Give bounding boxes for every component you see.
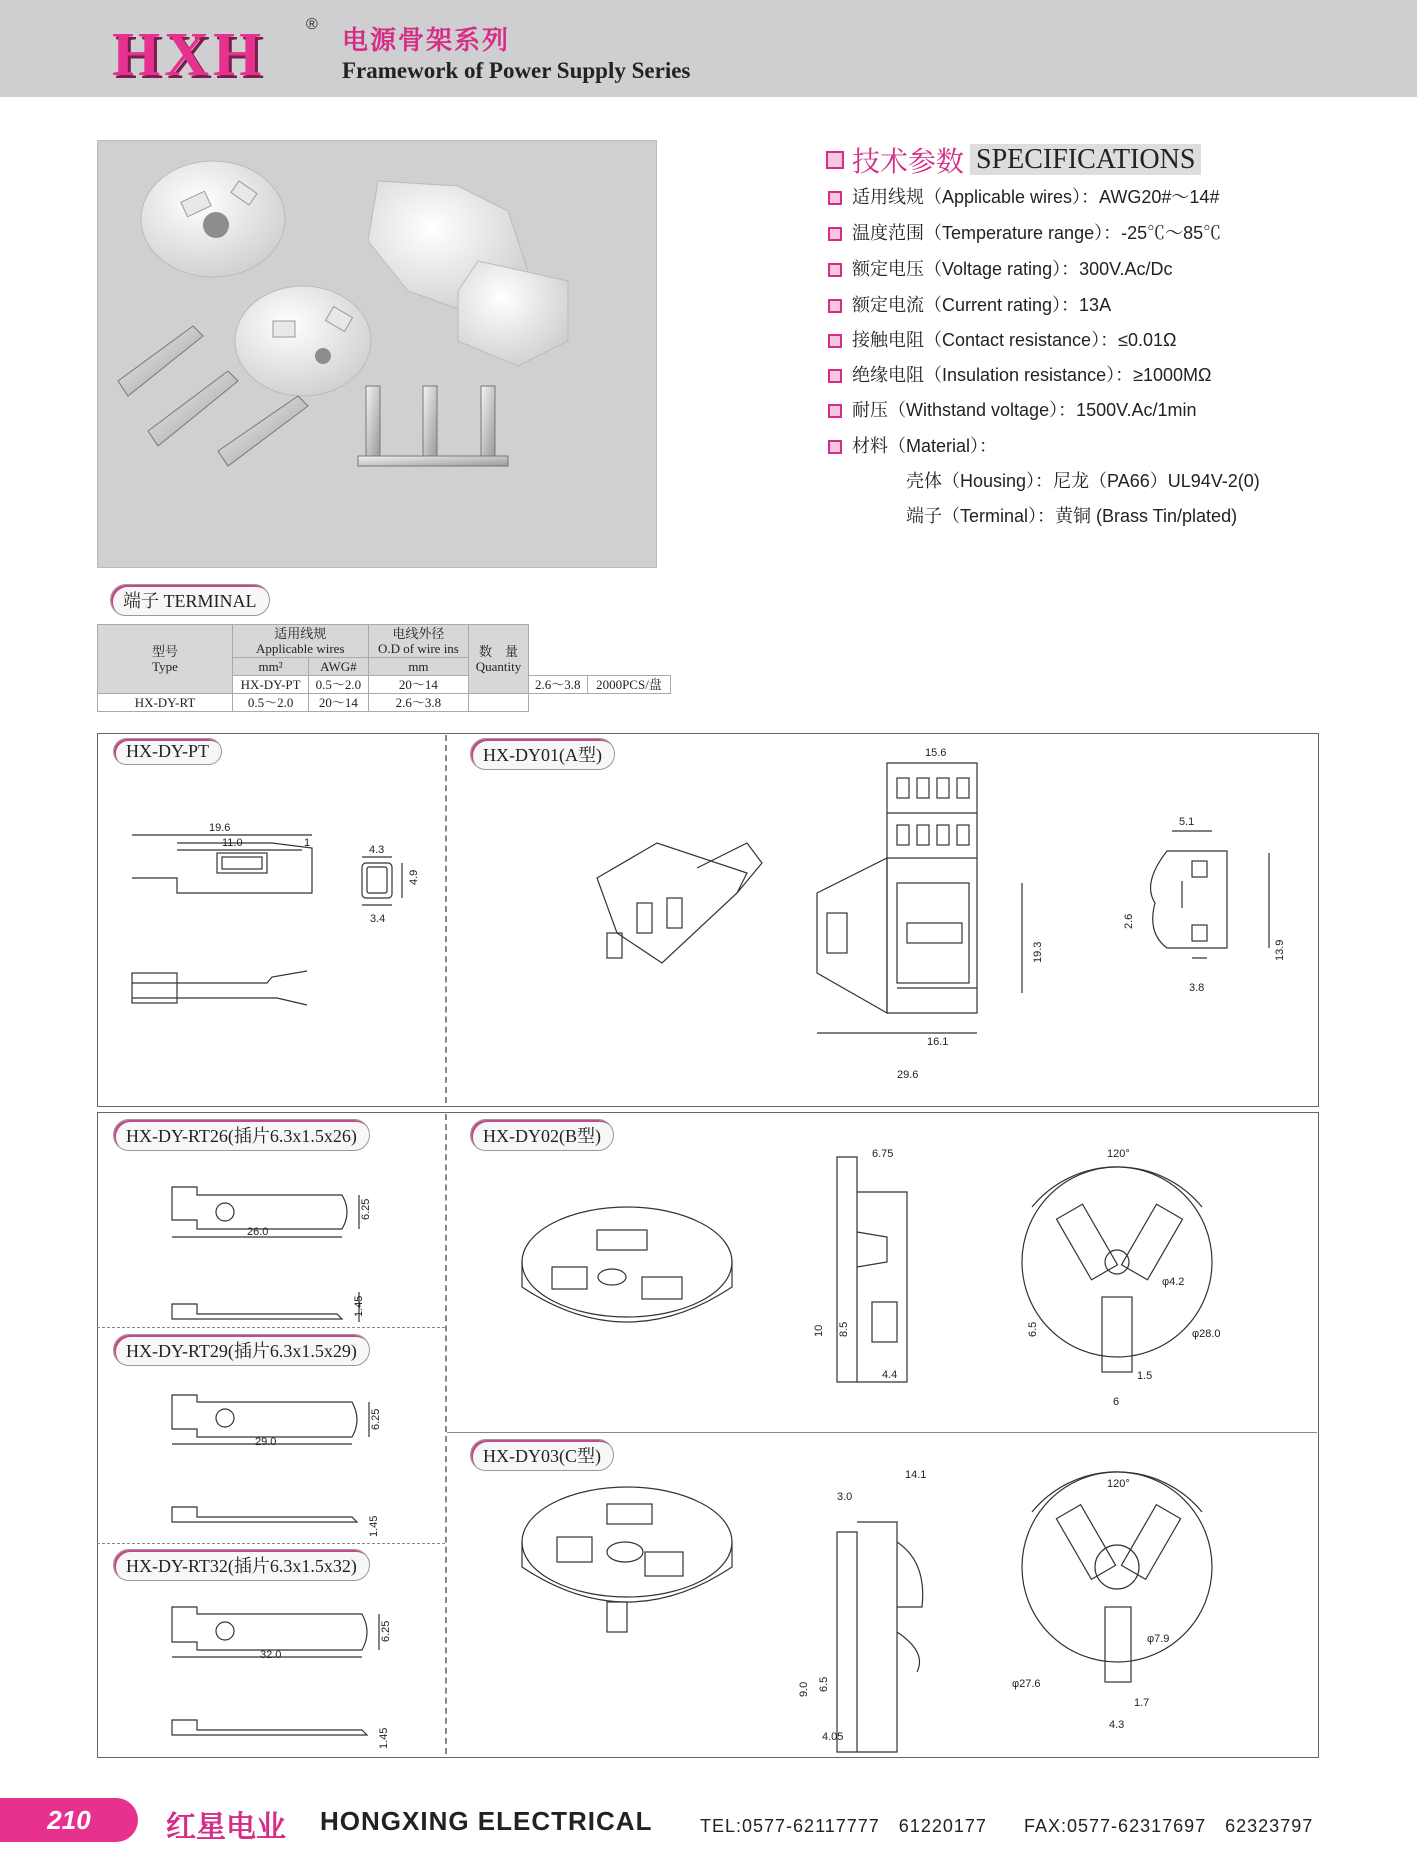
square-bullet-icon xyxy=(828,263,842,277)
svg-text:6.25: 6.25 xyxy=(380,1620,392,1642)
spec-row xyxy=(828,432,997,458)
svg-text:15.6: 15.6 xyxy=(925,747,947,759)
table-row: HX-DY-RT 0.5～2.0 20～14 2.6～3.8 xyxy=(98,694,671,712)
svg-text:16.1: 16.1 xyxy=(927,1036,949,1048)
drawing-label-rt26: HX-DY-RT26(插片6.3x1.5x26) xyxy=(113,1119,370,1151)
svg-text:8.5: 8.5 xyxy=(838,1321,850,1337)
svg-text:19.3: 19.3 xyxy=(1032,941,1044,963)
spec-row xyxy=(828,255,1172,281)
svg-text:26.0: 26.0 xyxy=(247,1226,269,1238)
svg-text:4.9: 4.9 xyxy=(408,869,420,885)
square-bullet-icon xyxy=(828,299,842,313)
brand-name-cn: 红星电业 xyxy=(166,1811,286,1844)
svg-text:19.6: 19.6 xyxy=(209,822,231,834)
svg-text:4.3: 4.3 xyxy=(369,844,385,856)
svg-text:11.0: 11.0 xyxy=(222,837,243,849)
svg-text:10: 10 xyxy=(813,1324,825,1337)
spec-row xyxy=(828,183,1219,209)
th-mm: mm xyxy=(368,658,469,676)
svg-text:6.25: 6.25 xyxy=(370,1408,382,1430)
svg-text:32.0: 32.0 xyxy=(260,1649,282,1661)
spec-material-terminal: 端子（Terminal）：黄铜 (Brass Tin/plated) xyxy=(906,506,1238,526)
th-od: 电线外径 O.D of wire ins xyxy=(368,625,469,658)
drawing-label-rt32: HX-DY-RT32(插片6.3x1.5x32) xyxy=(113,1549,370,1581)
svg-text:29.6: 29.6 xyxy=(897,1069,919,1081)
spec-row xyxy=(828,361,1211,387)
svg-text:φ4.2: φ4.2 xyxy=(1162,1276,1185,1288)
spec-text: 耐压（Withstand voltage）：1500V.Ac/1min xyxy=(852,400,1197,420)
svg-text:3.0: 3.0 xyxy=(837,1491,853,1503)
svg-text:1.7: 1.7 xyxy=(1134,1697,1150,1709)
square-bullet-icon xyxy=(828,191,842,205)
svg-text:1.45: 1.45 xyxy=(353,1295,365,1317)
th-mm2: mm² xyxy=(233,658,309,676)
telephone: TEL:0577-62117777 61220177 xyxy=(700,1816,987,1836)
registered-mark: ® xyxy=(306,16,318,33)
spec-text: 绝缘电阻（Insulation resistance）：≥1000MΩ xyxy=(852,365,1212,385)
spec-row xyxy=(828,291,1111,317)
svg-text:13.9: 13.9 xyxy=(1274,939,1286,961)
product-photo-illustration xyxy=(98,141,656,567)
square-bullet-icon xyxy=(828,404,842,418)
specifications-heading xyxy=(826,140,1201,180)
spec-text: 温度范围（Temperature range）：-25℃～85℃ xyxy=(852,223,1222,243)
drawing-label-dy03: HX-DY03(C型) xyxy=(470,1439,614,1471)
drawing-top-svg xyxy=(97,733,1317,1105)
terminal-label: 端子 TERMINAL xyxy=(110,584,270,616)
svg-text:6.25: 6.25 xyxy=(360,1198,372,1220)
th-wires: 适用线规 Applicable wires xyxy=(233,625,369,658)
svg-text:6: 6 xyxy=(1113,1396,1120,1408)
svg-text:29.0: 29.0 xyxy=(255,1436,277,1448)
svg-text:3.4: 3.4 xyxy=(370,913,386,925)
svg-text:φ28.0: φ28.0 xyxy=(1192,1328,1221,1340)
spec-text: 材料（Material）： xyxy=(852,436,998,456)
series-title-cn: 电源骨架系列 xyxy=(342,25,511,55)
svg-text:5.1: 5.1 xyxy=(1179,816,1195,828)
svg-text:1.45: 1.45 xyxy=(378,1727,390,1749)
svg-text:4.3: 4.3 xyxy=(1109,1719,1125,1731)
svg-text:1: 1 xyxy=(304,837,311,849)
svg-text:1.5: 1.5 xyxy=(1137,1370,1153,1382)
th-qty: 数 量 Quantity xyxy=(469,625,528,694)
spec-row xyxy=(828,219,1221,245)
drawing-bottom-svg xyxy=(97,1112,1317,1756)
spec-text: 额定电流（Current rating）：13A xyxy=(852,295,1112,315)
drawing-label-pt: HX-DY-PT xyxy=(113,738,222,765)
svg-text:6.75: 6.75 xyxy=(872,1148,894,1160)
svg-text:1.45: 1.45 xyxy=(368,1515,380,1537)
spec-row xyxy=(828,326,1176,352)
specs-title-cn: 技术参数 xyxy=(852,146,965,177)
svg-text:4.4: 4.4 xyxy=(882,1369,898,1381)
svg-text:φ27.6: φ27.6 xyxy=(1012,1678,1041,1690)
svg-text:6.5: 6.5 xyxy=(818,1676,830,1692)
spec-row xyxy=(828,396,1197,422)
page-number: 210 xyxy=(0,1798,138,1842)
square-bullet-icon xyxy=(828,440,842,454)
hxh-logo: HXH xyxy=(112,21,266,89)
table-row: HX-DY-PT 0.5～2.0 20～14 2.6～3.8 2000PCS/盘 xyxy=(98,676,671,694)
svg-text:2.6: 2.6 xyxy=(1123,913,1135,929)
svg-text:4.05: 4.05 xyxy=(822,1731,844,1743)
drawing-label-rt29: HX-DY-RT29(插片6.3x1.5x29) xyxy=(113,1334,370,1366)
svg-text:120°: 120° xyxy=(1107,1148,1130,1160)
spec-text: 额定电压（Voltage rating）：300V.Ac/Dc xyxy=(852,259,1173,279)
fax: FAX:0577-62317697 62323797 xyxy=(1024,1816,1314,1836)
square-bullet-icon xyxy=(828,334,842,348)
drawing-label-dy01: HX-DY01(A型) xyxy=(470,738,615,770)
brand-name-en: HONGXING ELECTRICAL xyxy=(320,1806,653,1836)
square-bullet-icon xyxy=(828,227,842,241)
spec-text: 适用线规（Applicable wires）：AWG20#～14# xyxy=(852,187,1220,207)
terminal-table xyxy=(97,624,671,712)
series-title-en: Framework of Power Supply Series xyxy=(342,58,691,83)
square-bullet-icon xyxy=(828,369,842,383)
square-bullet-icon xyxy=(826,151,844,169)
specs-title-en: SPECIFICATIONS xyxy=(970,144,1201,175)
svg-text:φ7.9: φ7.9 xyxy=(1147,1633,1170,1645)
svg-text:120°: 120° xyxy=(1107,1478,1130,1490)
svg-text:9.0: 9.0 xyxy=(798,1681,810,1697)
svg-text:6.5: 6.5 xyxy=(1027,1321,1039,1337)
svg-text:3.8: 3.8 xyxy=(1189,982,1205,994)
drawing-label-dy02: HX-DY02(B型) xyxy=(470,1119,614,1151)
spec-material-housing: 壳体（Housing）：尼龙（PA66）UL94V-2(0) xyxy=(906,471,1260,491)
product-photo xyxy=(97,140,657,568)
svg-text:14.1: 14.1 xyxy=(905,1469,927,1481)
th-type: 型号 Type xyxy=(98,625,233,694)
th-awg: AWG# xyxy=(309,658,368,676)
spec-text: 接触电阻（Contact resistance）：≤0.01Ω xyxy=(852,330,1177,350)
